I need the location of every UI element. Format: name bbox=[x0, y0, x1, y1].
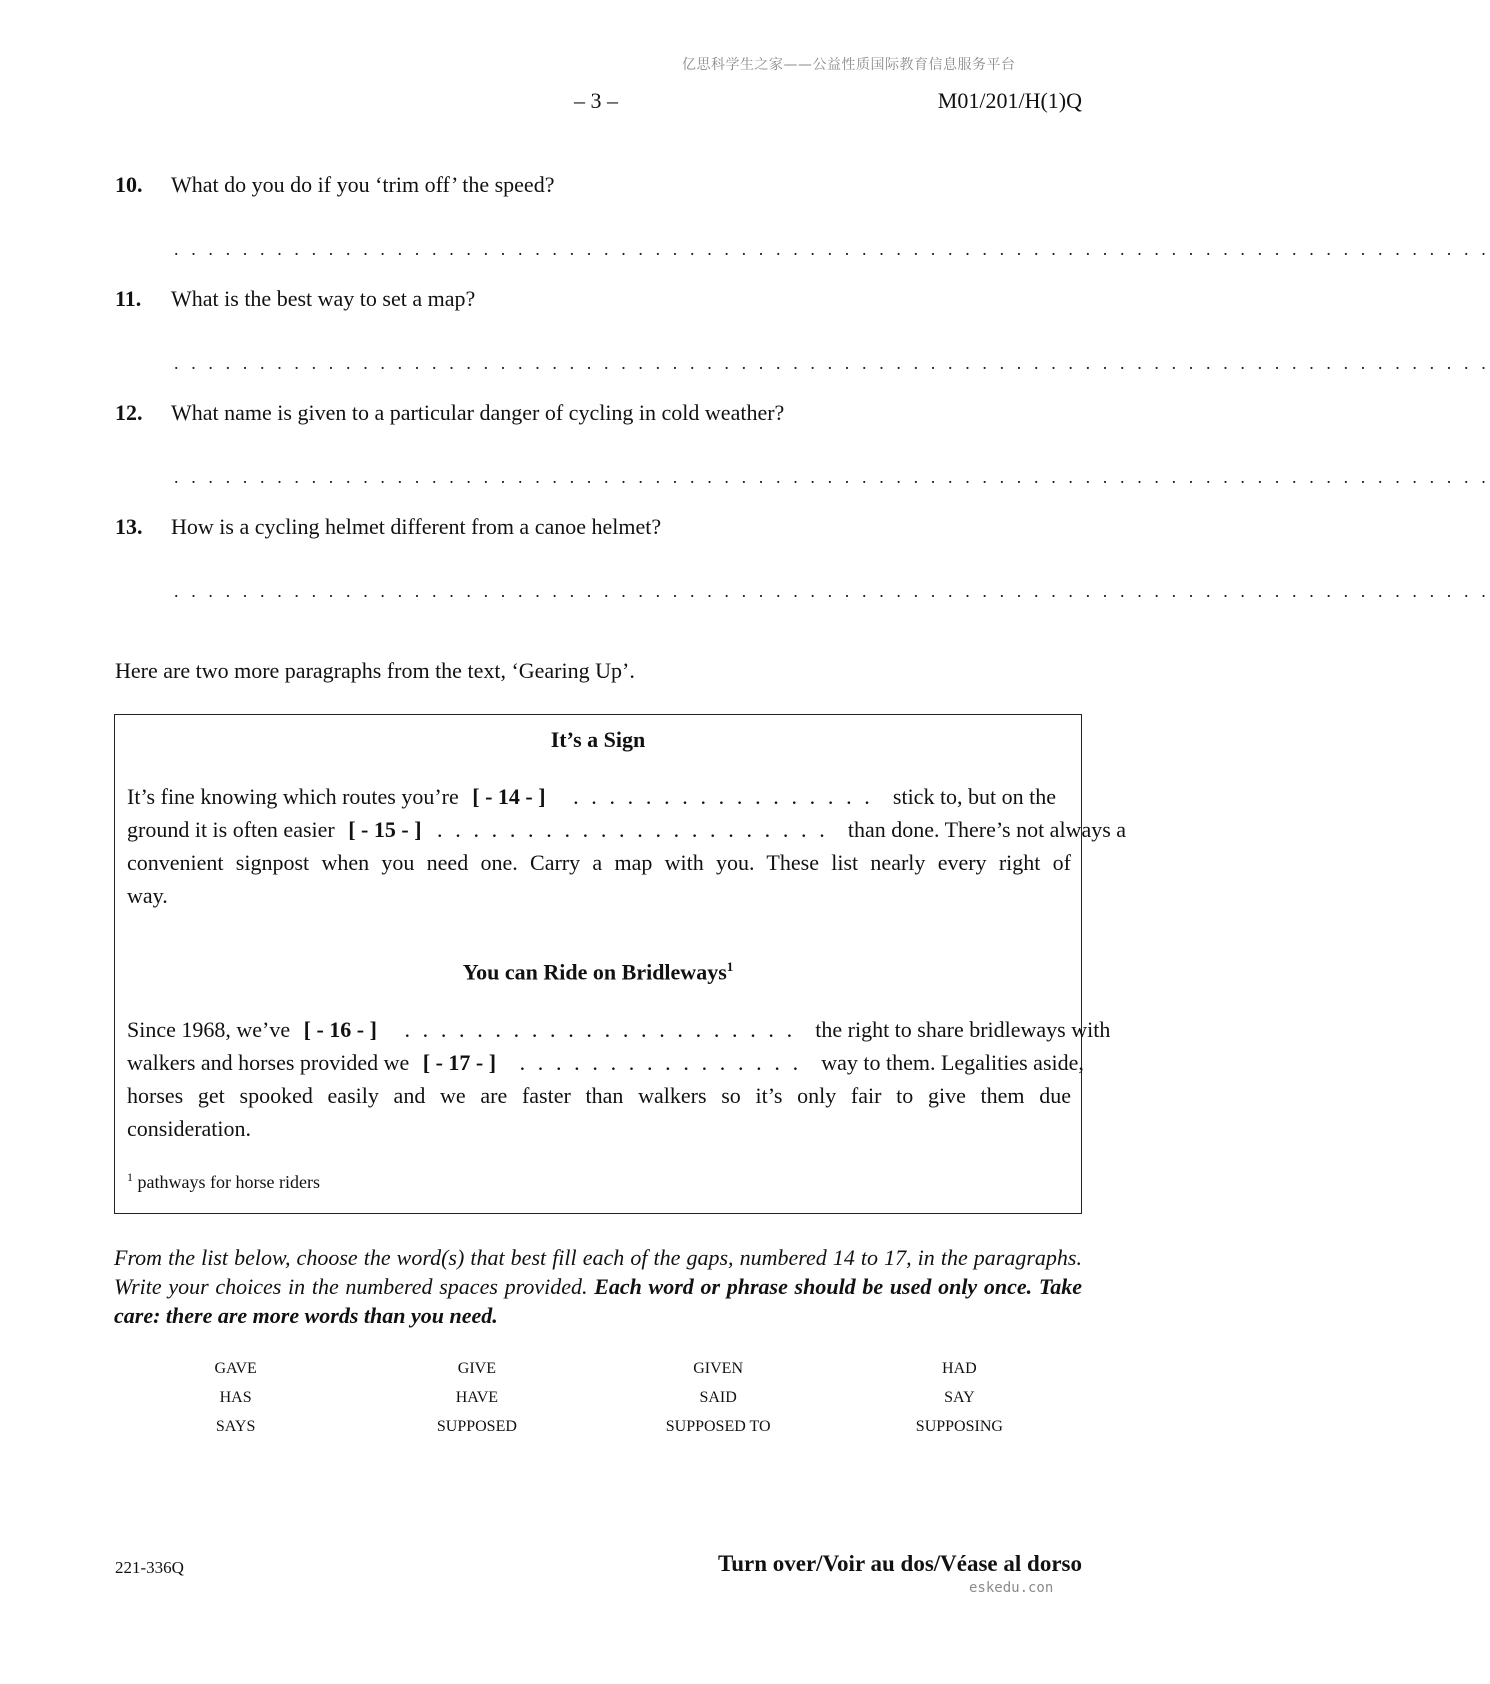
word-option: HAVE bbox=[455, 1389, 499, 1406]
footnote bbox=[127, 1170, 320, 1193]
text-segment: It’s fine knowing which routes you’re bbox=[127, 784, 459, 809]
passage-heading: It’s a Sign bbox=[550, 727, 646, 752]
word-option: HAS bbox=[219, 1389, 252, 1406]
word-option: GIVEN bbox=[693, 1360, 743, 1377]
word-list bbox=[115, 1360, 1080, 1447]
word-option: SUPPOSING bbox=[915, 1418, 1003, 1435]
footer-watermark: eskedu.con bbox=[969, 1580, 1054, 1596]
question-text: How is a cycling helmet different from a canoe helmet? bbox=[171, 514, 662, 539]
gap-16-label: [ - 16 - ] bbox=[303, 1017, 377, 1042]
question-text: What name is given to a particular danger of cycling in cold weather? bbox=[171, 400, 785, 425]
answer-line[interactable]: . . . . . . . . . . . . . . . . . . . . . . . . . . . . . . . . . . . . . . . . . . . . . . . . . . . . . . . . . . . . . . . . . . . . . . . . . . . . . bbox=[174, 239, 1490, 259]
answer-line[interactable]: . . . . . . . . . . . . . . . . . . . . . . . . . . . . . . . . . . . . . . . . . . . . . . . . . . . . . . . . . . . . . . . . . . . . . . . . . . . . . bbox=[174, 353, 1490, 373]
instructions-emphasis: Each word or phrase should be used only once. Take care: there are more words than you need. bbox=[114, 1274, 1083, 1328]
word-row bbox=[115, 1389, 1080, 1418]
question-number: 12. bbox=[115, 400, 143, 425]
header-watermark: 亿思科学生之家——公益性质国际教育信息服务平台 bbox=[682, 57, 1016, 73]
footer-code: 221-336Q bbox=[115, 1558, 184, 1577]
word-option: GAVE bbox=[214, 1360, 257, 1377]
word-option: SAYS bbox=[215, 1418, 256, 1435]
passage-heading bbox=[115, 959, 1081, 985]
text-segment: the right to share bridleways with bbox=[815, 1017, 1111, 1042]
passage-line: consideration. bbox=[127, 1116, 252, 1141]
footnote-ref: 1 bbox=[726, 959, 734, 974]
gap-17-blank[interactable]: . . . . . . . . . . . . . . . . bbox=[519, 1050, 802, 1075]
text-segment: ground it is often easier bbox=[127, 817, 335, 842]
question-number: 10. bbox=[115, 172, 143, 197]
question-text: What is the best way to set a map? bbox=[171, 286, 476, 311]
gap-14-label: [ - 14 - ] bbox=[472, 784, 546, 809]
passage-line bbox=[127, 784, 1071, 814]
word-option: SAY bbox=[944, 1389, 975, 1406]
passage-line bbox=[127, 817, 1127, 847]
passage-line: way. bbox=[127, 883, 168, 908]
text-segment: walkers and horses provided we bbox=[127, 1050, 410, 1075]
word-row bbox=[115, 1418, 1080, 1447]
word-row bbox=[115, 1360, 1080, 1389]
passage-line: convenient signpost when you need one. Carry a map with you. These list nearly every right of bbox=[127, 850, 1071, 875]
question-text: What do you do if you ‘trim off’ the speed? bbox=[171, 172, 555, 197]
passage-line bbox=[127, 1050, 1084, 1080]
text-segment: than done. There’s not always a bbox=[847, 817, 1127, 842]
page-number: – 3 – bbox=[574, 88, 618, 113]
gap-15-blank[interactable]: . . . . . . . . . . . . . . . . . . . . . . bbox=[437, 817, 829, 842]
footnote-mark: 1 bbox=[127, 1170, 133, 1184]
passage-line bbox=[127, 1017, 1111, 1047]
question-number: 11. bbox=[115, 286, 142, 311]
heading-text: You can Ride on Bridleways bbox=[462, 959, 727, 985]
gap-16-blank[interactable]: . . . . . . . . . . . . . . . . . . . . . . bbox=[404, 1017, 796, 1042]
answer-line[interactable]: . . . . . . . . . . . . . . . . . . . . . . . . . . . . . . . . . . . . . . . . . . . . . . . . . . . . . . . . . . . . . . . . . . . . . . . . . . . . . bbox=[174, 581, 1490, 601]
turn-over-note: Turn over/Voir au dos/Véase al dorso bbox=[717, 1551, 1082, 1576]
footnote-text: pathways for horse riders bbox=[137, 1172, 320, 1192]
word-option: SUPPOSED TO bbox=[665, 1418, 771, 1435]
word-option: SUPPOSED bbox=[436, 1418, 517, 1435]
word-option: GIVE bbox=[457, 1360, 496, 1377]
instructions-text: From the list below, choose the word(s) that best fill each of the gaps, numbered 14 to 17, in the paragraphs. Write your choices in the numbered spaces provided. bbox=[114, 1245, 1082, 1299]
gap-17-label: [ - 17 - ] bbox=[422, 1050, 497, 1075]
gap-14-blank[interactable]: . . . . . . . . . . . . . . . . . bbox=[573, 784, 874, 809]
text-segment: stick to, but on the bbox=[892, 784, 1057, 809]
answer-line[interactable]: . . . . . . . . . . . . . . . . . . . . . . . . . . . . . . . . . . . . . . . . . . . . . . . . . . . . . . . . . . . . . . . . . . . . . . . . . . . . . bbox=[174, 467, 1490, 487]
question-number: 13. bbox=[115, 514, 143, 539]
passage-line: horses get spooked easily and we are faster than walkers so it’s only fair to give them due bbox=[127, 1083, 1071, 1108]
word-option: SAID bbox=[699, 1389, 737, 1406]
gap-15-label: [ - 15 - ] bbox=[348, 817, 422, 842]
text-segment: Since 1968, we’ve bbox=[127, 1017, 291, 1042]
passage-box bbox=[114, 714, 1127, 1214]
document-code: M01/201/H(1)Q bbox=[937, 88, 1082, 113]
word-option: HAD bbox=[942, 1360, 977, 1377]
text-segment: way to them. Legalities aside, bbox=[821, 1050, 1084, 1075]
passage-intro: Here are two more paragraphs from the text, ‘Gearing Up’. bbox=[115, 658, 635, 683]
instructions bbox=[114, 1243, 1082, 1330]
